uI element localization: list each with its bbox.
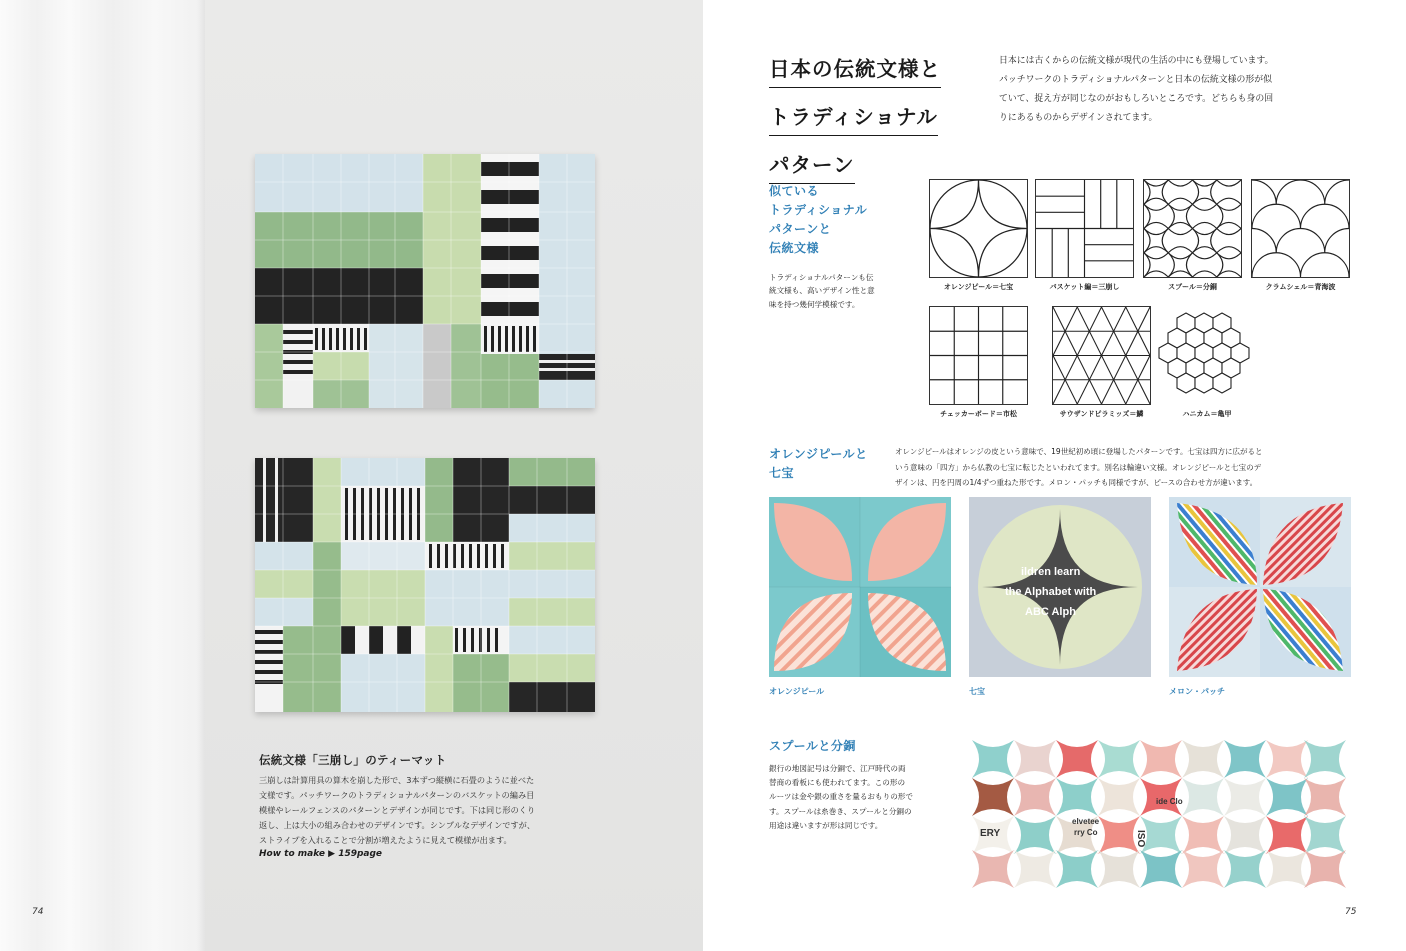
text-line: ルーツは金や銀の重さを量るおもりの形で [769, 792, 913, 802]
orange-peel-photo [769, 497, 951, 677]
tea-mat-upper-photo [255, 154, 595, 408]
pattern-thousand-pyramids [1052, 306, 1151, 419]
caption-line: 三崩しは計算用具の算木を崩した形で、3本ずつ縦横に石畳のように並べた [259, 775, 535, 785]
title-line: パターン [769, 144, 855, 184]
caption-body [259, 773, 604, 848]
fabric-print-line: ildren learn [1021, 566, 1081, 578]
text-line: オレンジピールはオレンジの皮という意味で、19世紀初め頃に登場したパターンです。七宝は四方に広がると [895, 447, 1263, 456]
spool-icon [1143, 179, 1242, 278]
page-number-left: 74 [32, 907, 44, 917]
intro-line: ていて、捉え方が同じなのがおもしろいところです。どちらも身の回 [999, 94, 1274, 104]
section-text-similar-patterns [769, 271, 919, 311]
pattern-spool [1143, 179, 1242, 292]
heading-line: 似ている [769, 184, 820, 198]
caption-title: 伝統文様「三崩し」のティーマット [259, 753, 447, 767]
fabric-print-text: rry Co [1074, 828, 1098, 837]
pattern-label: スプール＝分銅 [1168, 283, 1217, 291]
section-text-spool [769, 762, 954, 833]
heading-line: オレンジピールと [769, 447, 868, 461]
honeycomb-icon [1155, 306, 1259, 405]
heading-line: 伝統文様 [769, 241, 820, 255]
section-heading-similar-patterns [769, 182, 867, 258]
pattern-label: バスケット編＝三崩し [1049, 283, 1120, 291]
page-number-right: 75 [1345, 907, 1357, 917]
text-line: ザインは、円を円周の1/4ずつ重ねた形です。メロン・パッチも同様ですが、ピースの合わせ方が違います。 [895, 478, 1258, 487]
pattern-label: ハニカム＝亀甲 [1182, 410, 1232, 418]
section-text-orange-peel [895, 444, 1365, 491]
tea-mat-lower-photo [255, 458, 595, 712]
right-page [703, 0, 1406, 951]
text-line: トラディショナルパターンも伝 [769, 273, 874, 282]
caption-line: 文様です。パッチワークのトラディショナルパターンのバスケットの編み目 [259, 790, 535, 800]
fabric-print-text: ISO [1135, 830, 1146, 848]
pattern-label: チェッカーボード＝市松 [940, 410, 1017, 418]
fabric-print-text: ERY [980, 828, 1001, 839]
basket-weave-icon [1035, 179, 1134, 278]
pattern-orange-peel [929, 179, 1028, 292]
pattern-label: オレンジピール＝七宝 [943, 283, 1014, 291]
pattern-clamshell [1251, 179, 1350, 292]
melon-patch-photo [1169, 497, 1351, 677]
section-heading-orange-peel [769, 445, 868, 483]
intro-line: 日本には古くからの伝統文様が現代の生活の中にも登場しています。 [999, 56, 1274, 66]
caption-line: 模様やレールフェンスのパターンとデザインが同じです。下は同じ形のくり [259, 805, 536, 815]
intro-line: りにあるものからデザインされてます。 [999, 113, 1158, 123]
text-line: 替商の看板にも使われてます。この形の [769, 778, 906, 788]
shippo-photo [969, 497, 1151, 677]
text-line: 統文様も、高いデザイン性と意 [769, 286, 875, 296]
photo-label-orange-peel: オレンジピール [769, 687, 825, 696]
intro-line: パッチワークのトラディショナルパターンと日本の伝統文様の形が似 [999, 75, 1272, 85]
text-line: いう意味の「四方」から仏教の七宝に転じたといわれてます。別名は輪違い文様。オレンジピールと七宝のデ [895, 462, 1262, 472]
orange-peel-icon [929, 179, 1028, 278]
tea-mat-caption [259, 752, 604, 859]
clamshell-icon [1251, 179, 1350, 278]
photo-label-shippo: 七宝 [969, 687, 985, 696]
title-line: トラディショナル [769, 96, 938, 136]
fabric-print-text: ide Clo [1156, 797, 1183, 806]
pattern-honeycomb [1155, 306, 1259, 419]
pattern-label: クラムシェル＝青海波 [1265, 283, 1336, 291]
curtain-image [0, 0, 205, 951]
text-line: 味を持つ幾何学模様です。 [769, 299, 860, 309]
spool-quilt-photo [970, 738, 1348, 890]
section-heading-spool: スプールと分銅 [769, 739, 856, 753]
photo-label-melon-patch: メロン・パッチ [1169, 687, 1225, 696]
fabric-print-line: the Alphabet with [1005, 586, 1097, 598]
caption-line: 返し、上は大小の組み合わせのデザインです。シンプルなデザインですが、 [259, 820, 536, 830]
pattern-basket-weave [1035, 179, 1134, 292]
heading-line: トラディショナル [769, 203, 868, 217]
text-line: す。スプールは糸巻き、スプールと分銅の [769, 806, 912, 816]
fabric-print-text: elvetee [1072, 817, 1100, 826]
text-line: 銀行の地図記号は分銅で、江戸時代の両 [769, 764, 906, 773]
thousand-pyramids-icon [1052, 306, 1151, 405]
heading-line: パターンと [769, 222, 832, 236]
checkerboard-icon [929, 306, 1028, 405]
page-title [769, 48, 959, 192]
pattern-checkerboard [929, 306, 1028, 419]
how-to-make-reference: How to make ▶ 159page [259, 849, 383, 859]
fabric-print-line: ABC Alph [1025, 606, 1076, 618]
pattern-label: サウザンドピラミッズ＝鱗 [1059, 410, 1144, 418]
intro-paragraph [999, 52, 1351, 128]
heading-line: 七宝 [769, 466, 795, 480]
text-line: 用途は違いますが形は同じです。 [769, 820, 883, 830]
caption-line: ストライプを入れることで分割が増えたように見えて模様が出ます。 [259, 835, 512, 845]
title-line: 日本の伝統文様と [769, 48, 941, 88]
